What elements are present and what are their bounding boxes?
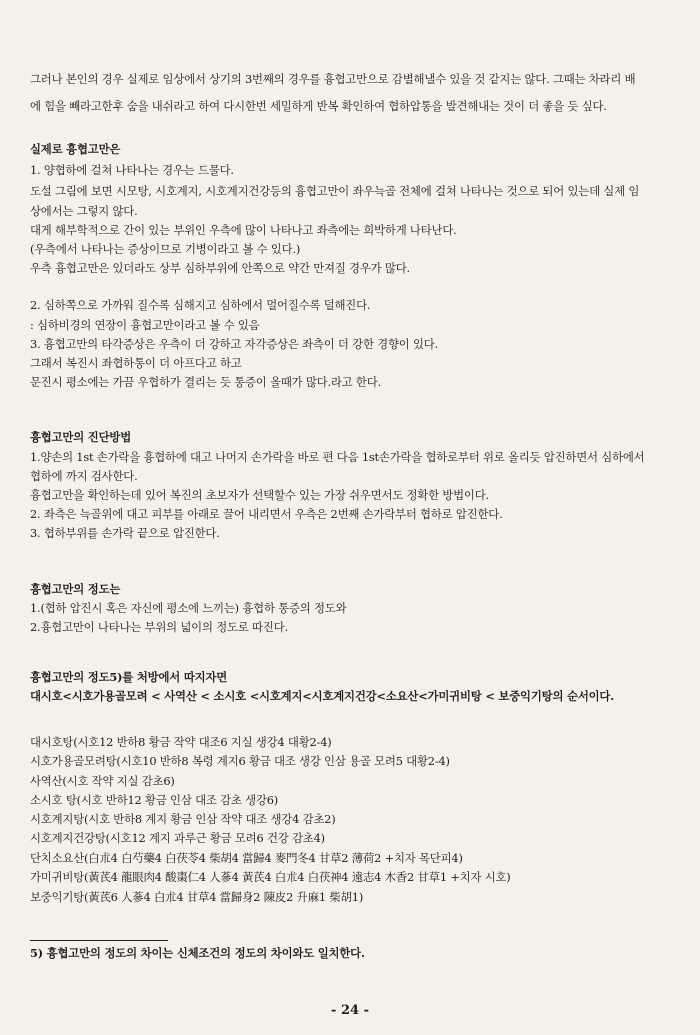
section1-line-6: 우측 흉협고만은 있더라도 상부 심하부위에 안쪽으로 약간 만져질 경우가 많다. bbox=[30, 261, 410, 275]
page-number: - 24 - bbox=[331, 1003, 369, 1018]
section1-line-9: 3. 흉협고만의 타각증상은 우측이 더 강하고 자각증상은 좌측이 더 강한 경향이 있다. bbox=[30, 337, 439, 351]
prescription-2: 시호가용골모려탕(시호10 반하8 복령 계지6 황금 대조 생강 인삼 용골 모려5 대황2-4) bbox=[30, 754, 450, 768]
intro-line-1: 그러나 본인의 경우 실제로 임상에서 상기의 3번째의 경우를 흉협고만으로 감별해낼수 있을 것 같지는 않다. 그때는 차라리 배 bbox=[30, 72, 636, 86]
section3-heading: 흉협고만의 정도는 bbox=[30, 582, 121, 596]
prescription-4: 소시호 탕(시호 반하12 황금 인삼 대조 감초 생강6) bbox=[30, 793, 279, 807]
prescription-6: 시호계지건강탕(시호12 계지 과루근 황금 모려6 건강 감초4) bbox=[30, 831, 325, 845]
section2-heading: 흉협고만의 진단방법 bbox=[30, 430, 131, 444]
section2-line-3: 흉협고만을 확인하는데 있어 복진의 초보자가 선택할수 있는 가장 쉬우면서도 정확한 방법이다. bbox=[30, 488, 489, 502]
section1-line-7: 2. 심하쪽으로 가까워 질수록 심해지고 심하에서 멀어질수록 덜해진다. bbox=[30, 298, 371, 312]
section1-line-3: 상에서는 그렇지 않다. bbox=[30, 204, 138, 218]
prescription-8: 가미귀비탕(黃芪4 龍眼肉4 酸棗仁4 人蔘4 黃芪4 白朮4 白茯神4 遠志4 木香2 甘草1 +치자 시호) bbox=[30, 870, 511, 884]
footnote: 5) 흉협고만의 정도의 차이는 신체조건의 정도의 차이와도 일치한다. bbox=[30, 946, 365, 960]
prescription-5: 시호계지탕(시호 반하8 계지 황금 인삼 작약 대조 생강4 감초2) bbox=[30, 812, 336, 826]
section2-line-1: 1.양손의 1st 손가락을 흉협하에 대고 나머지 손가락을 바로 편 다음 1st손가락을 협하로부터 위로 올리듯 압진하면서 심하에서 bbox=[30, 450, 645, 464]
section1-line-2: 도설 그림에 보면 시모탕, 시호계지, 시호계지건강등의 흉협고만이 좌우늑골 전체에 걸쳐 나타나는 것으로 되어 있는데 실제 임 bbox=[30, 184, 640, 198]
section3-line-2: 2.흉협고만이 나타나는 부위의 넓이의 정도로 따진다. bbox=[30, 620, 288, 634]
section1-line-10: 그래서 복진시 좌협하통이 더 아프다고 하고 bbox=[30, 356, 242, 370]
prescription-7: 단치소요산(白朮4 白芍藥4 白茯苓4 柴胡4 當歸4 麥門冬4 甘草2 薄荷2 +치자 목단피4) bbox=[30, 851, 463, 865]
section1-heading: 실제로 흉협고만은 bbox=[30, 142, 121, 156]
prescription-9: 보중익기탕(黃芪6 人蔘4 白朮4 甘草4 當歸身2 陳皮2 升麻1 柴胡1) bbox=[30, 890, 364, 904]
section1-line-5: (우측에서 나타나는 증상이므로 기병이라고 볼 수 있다.) bbox=[30, 242, 301, 256]
section1-line-8: : 심하비경의 연장이 흉협고만이라고 볼 수 있음 bbox=[30, 318, 260, 332]
section2-line-2: 협하에 까지 검사한다. bbox=[30, 469, 138, 483]
prescription-3: 사역산(시호 작약 지실 감초6) bbox=[30, 774, 175, 788]
section4-heading: 흉협고만의 정도5)를 처방에서 따지자면 bbox=[30, 670, 228, 684]
section2-line-4: 2. 좌측은 늑골위에 대고 피부를 아래로 끌어 내리면서 우측은 2번째 손가락부터 협하로 압진한다. bbox=[30, 507, 503, 521]
intro-line-2: 에 힘을 빼라고한후 숨을 내쉬라고 하여 다시한번 세밀하게 반복 확인하여 협하압통을 발견해내는 것이 더 좋을 듯 싶다. bbox=[30, 99, 607, 113]
section1-line-11: 문진시 평소에는 가끔 우협하가 결리는 듯 통증이 올때가 많다.라고 한다. bbox=[30, 375, 381, 389]
section2-line-5: 3. 협하부위를 손가락 끝으로 압진한다. bbox=[30, 526, 220, 540]
footnote-rule bbox=[30, 940, 168, 941]
section1-line-4: 대게 해부학적으로 간이 있는 부위인 우측에 많이 나타나고 좌측에는 희박하게 나타난다. bbox=[30, 223, 457, 237]
section3-line-1: 1.(협하 압진시 혹은 자신에 평소에 느끼는) 흉협하 통증의 정도와 bbox=[30, 601, 347, 615]
section4-order: 대시호<시호가용골모려 < 사역산 < 소시호 <시호계지<시호계지건강<소요산<가미귀비탕 < 보중익기탕의 순서이다. bbox=[30, 689, 614, 703]
section1-line-1: 1. 양협하에 걸쳐 나타나는 경우는 드물다. bbox=[30, 163, 234, 177]
prescription-1: 대시호탕(시호12 반하8 황금 작약 대조6 지실 생강4 대황2-4) bbox=[30, 735, 332, 749]
